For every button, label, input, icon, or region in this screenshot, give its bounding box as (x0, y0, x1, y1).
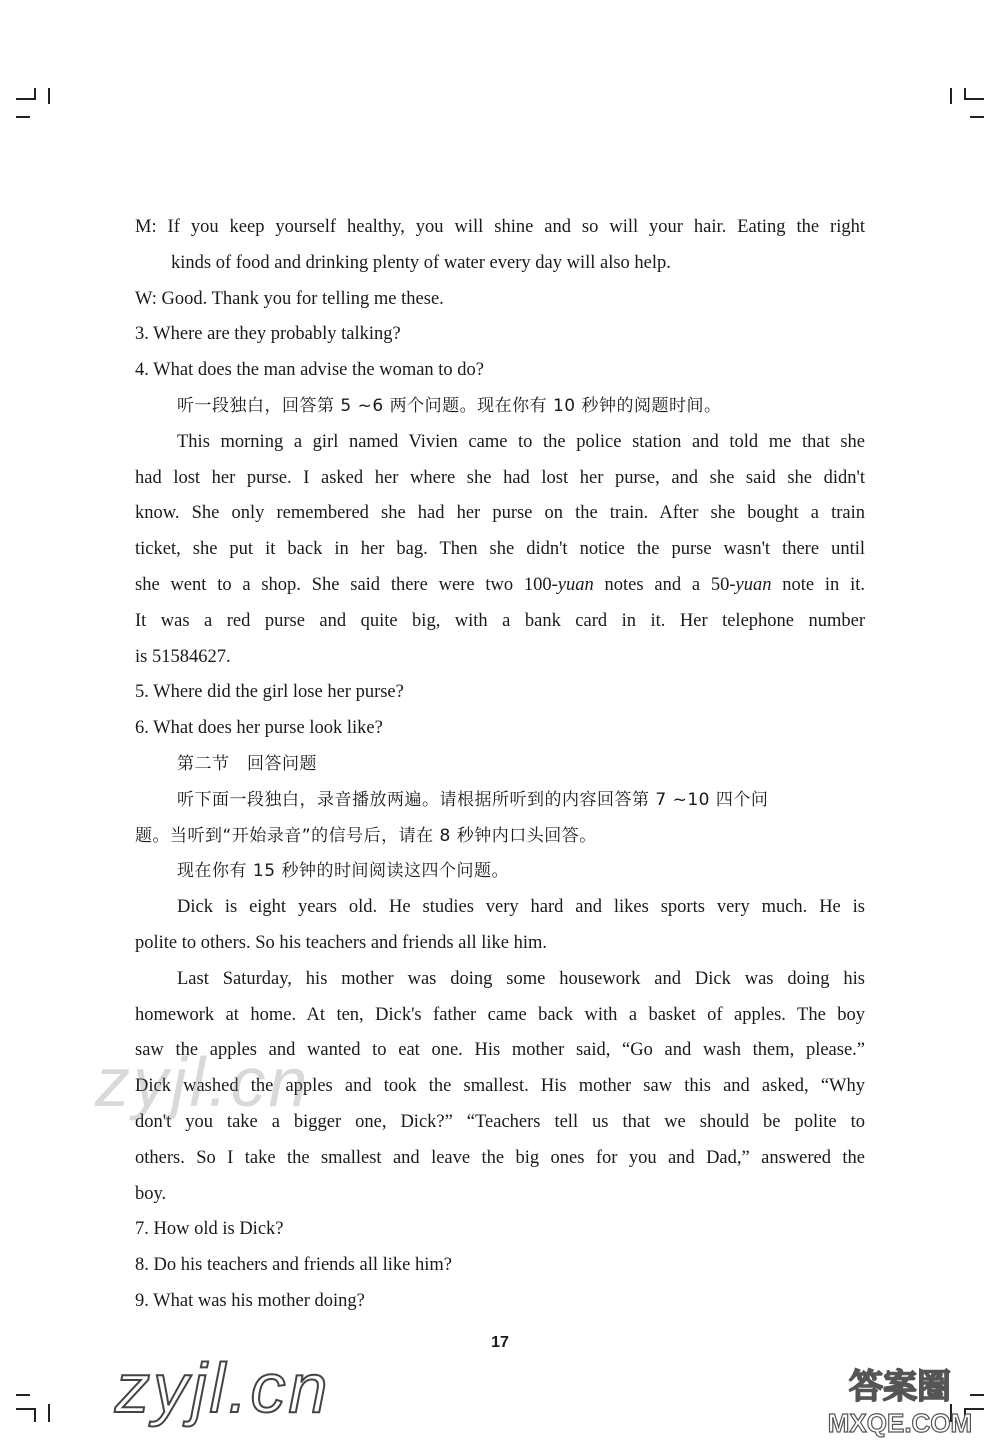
italic-word: yuan (735, 574, 772, 595)
dialogue-line: kinds of food and drinking plenty of water every day will also help. (171, 252, 671, 273)
passage-line: Last Saturday, his mother was doing some housework and Dick was doing his (177, 968, 865, 989)
instruction-line: 听下面一段独白，录音播放两遍。请根据所听到的内容回答第 7 ~10 四个问 (177, 789, 769, 810)
question-item: 8. Do his teachers and friends all like him? (135, 1255, 452, 1276)
crop-mark-bottom-left (16, 1408, 36, 1410)
corner-watermark-logo (820, 1358, 980, 1438)
watermark-logo-text: 答案圈 (849, 1367, 951, 1407)
crop-mark-bottom-left (48, 1404, 50, 1422)
question-item: 5. Where did the girl lose her purse? (135, 682, 404, 703)
crop-mark-top-left (16, 98, 36, 100)
question-item: 4. What does the man advise the woman to do? (135, 360, 485, 381)
passage-text: note in it. (771, 574, 865, 595)
crop-mark-top-right (970, 116, 984, 118)
italic-word: yuan (557, 574, 594, 595)
crop-mark-bottom-left (16, 1394, 30, 1396)
instruction-line: 现在你有 15 秒钟的时间阅读这四个问题。 (177, 861, 509, 882)
passage-line: don't you take a bigger one, Dick?” “Teachers tell us that we should be polite to (135, 1111, 865, 1132)
passage-line: Dick is eight years old. He studies very hard and likes sports very much. He is (177, 897, 865, 918)
passage-text: notes and a 50- (593, 574, 736, 595)
passage-line: ticket, she put it back in her bag. Then she didn't notice the purse wasn't there until (135, 539, 865, 560)
passage-line: Dick washed the apples and took the smallest. His mother saw this and asked, “Why (135, 1076, 865, 1097)
page-body (135, 210, 865, 1320)
passage-line: polite to others. So his teachers and friends all like him. (135, 932, 548, 953)
question-item: 3. Where are they probably talking? (135, 324, 401, 345)
crop-mark-top-right (950, 88, 952, 104)
passage-line: It was a red purse and quite big, with a bank card in it. Her telephone number (135, 610, 865, 631)
watermark: zyjl.cn (115, 1349, 331, 1427)
crop-mark-bottom-left (34, 1408, 36, 1422)
page-number: 17 (491, 1334, 509, 1351)
instruction-line: 题。当听到“开始录音”的信号后，请在 8 秒钟内口头回答。 (135, 825, 597, 846)
question-item: 7. How old is Dick? (135, 1219, 284, 1240)
watermark-logo-text: MXQE.COM (827, 1408, 973, 1438)
passage-line: homework at home. At ten, Dick's father came back with a basket of apples. The boy (135, 1004, 865, 1025)
dialogue-line: W: Good. Thank you for telling me these. (135, 288, 444, 309)
passage-line: know. She only remembered she had her purse on the train. After she bought a train (135, 503, 865, 524)
question-item: 9. What was his mother doing? (135, 1290, 365, 1311)
watermark: zyjl.cn (95, 1043, 311, 1121)
passage-line: others. So I take the smallest and leave the big ones for you and Dad,” answered the (135, 1147, 865, 1168)
crop-mark-top-right (964, 98, 984, 100)
instruction-line: 听一段独白，回答第 5 ~6 两个问题。现在你有 10 秒钟的阅题时间。 (177, 395, 722, 416)
question-item: 6. What does her purse look like? (135, 718, 383, 739)
passage-line: is 51584627. (135, 646, 231, 667)
crop-mark-top-left (34, 88, 36, 100)
section-heading: 第二节 回答问题 (177, 753, 317, 774)
passage-line: This morning a girl named Vivien came to the police station and told me that she (177, 431, 865, 452)
crop-mark-top-left (48, 88, 50, 104)
crop-mark-top-left (16, 116, 30, 118)
dialogue-line: M: If you keep yourself healthy, you will shine and so will your hair. Eating the right (135, 217, 865, 237)
passage-text: she went to a shop. She said there were two 100- (135, 574, 558, 595)
passage-line: boy. (135, 1183, 167, 1204)
passage-line: had lost her purse. I asked her where she had lost her purse, and she said she didn't (135, 467, 865, 488)
passage-line: saw the apples and wanted to eat one. His mother said, “Go and wash them, please.” (135, 1040, 865, 1061)
passage-line (135, 568, 865, 604)
